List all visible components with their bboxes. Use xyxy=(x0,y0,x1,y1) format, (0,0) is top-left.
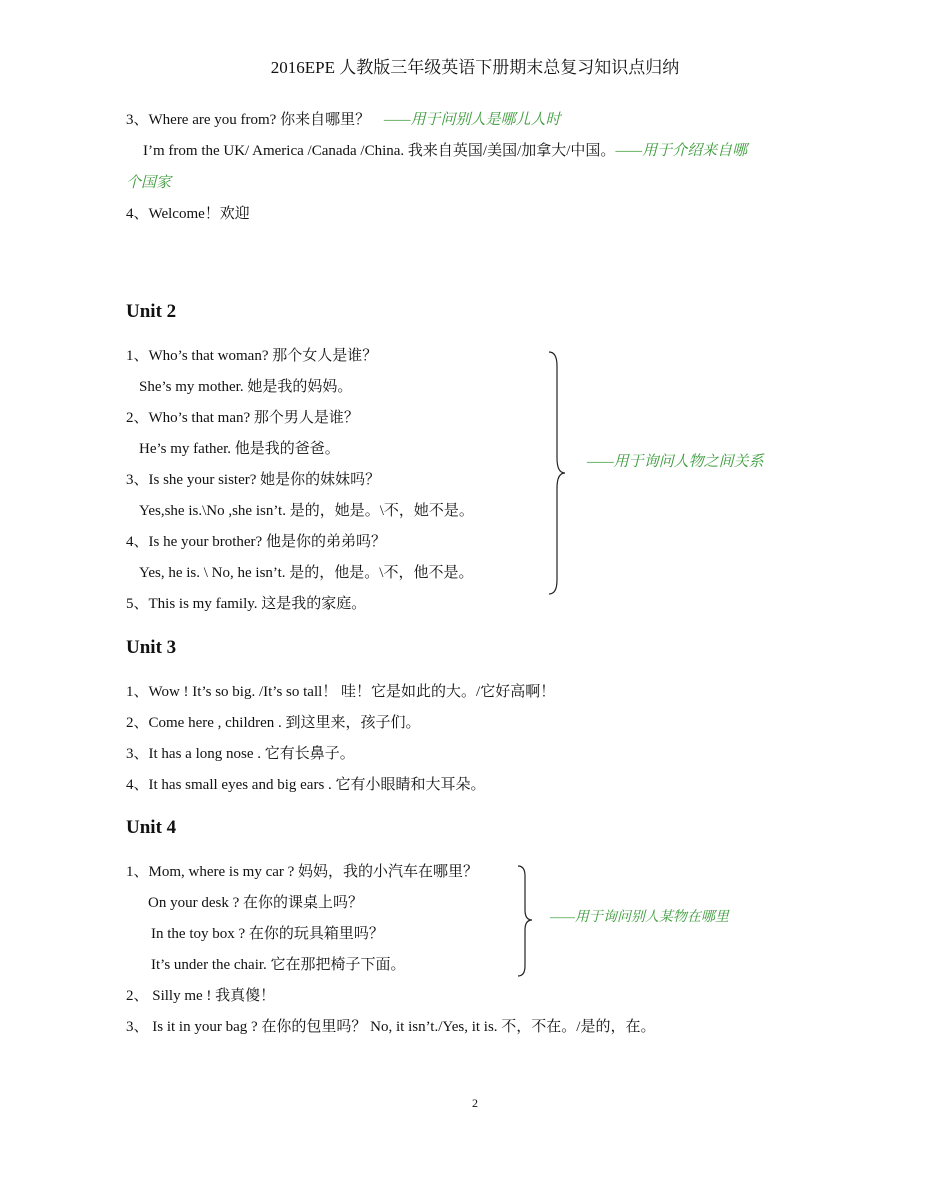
unit2-line: 2、Who’s that man? 那个男人是谁？ xyxy=(126,410,359,426)
unit4-line: It’s under the chair. 它在那把椅子下面。 xyxy=(151,957,406,973)
unit4-heading: Unit 4 xyxy=(126,817,177,838)
unit3-line: 3、It has a long nose . 它有长鼻子。 xyxy=(126,746,355,762)
unit4-line: On your desk ? 在你的课桌上吗？ xyxy=(148,895,363,911)
unit2-line: She’s my mother. 她是我的妈妈。 xyxy=(139,379,353,395)
unit1-item3-question xyxy=(126,110,561,130)
unit2-heading: Unit 2 xyxy=(126,301,177,322)
unit3-heading: Unit 3 xyxy=(126,637,177,658)
unit1-item3-answer-note: ——用于介绍来自哪 xyxy=(615,143,748,159)
unit1-item3-answer-text: I’m from the UK/ America /Canada /China. 我来自英国/美国/加拿大/中国。 xyxy=(143,143,616,159)
unit1-item4: 4、Welcome！欢迎 xyxy=(126,206,250,222)
unit2-line: 5、This is my family. 这是我的家庭。 xyxy=(126,596,367,612)
unit4-note: ——用于询问别人某物在哪里 xyxy=(550,910,729,925)
unit2-line: 4、Is he your brother? 他是你的弟弟吗？ xyxy=(126,534,386,550)
unit2-line: Yes, he is. \ No, he isn’t. 是的，他是。\不，他不是。 xyxy=(139,565,474,581)
unit1-item3-question-text: 3、Where are you from? 你来自哪里？ xyxy=(126,112,371,128)
unit3-line: 1、Wow ! It’s so big. /It’s so tall！ 哇！它是如此的大。/它好高啊！ xyxy=(126,684,556,700)
unit2-line: 1、Who’s that woman? 那个女人是谁？ xyxy=(126,348,378,364)
unit4-line: 1、Mom, where is my car ? 妈妈，我的小汽车在哪里？ xyxy=(126,864,479,880)
unit4-right-brace xyxy=(514,864,538,980)
unit1-item3-question-note: ——用于问别人是哪儿人时 xyxy=(383,112,561,128)
unit1-item3-answer xyxy=(143,141,747,161)
unit4-line: 2、 Silly me ! 我真傻！ xyxy=(126,988,276,1004)
unit3-line: 2、Come here , children . 到这里来，孩子们。 xyxy=(126,715,421,731)
unit2-line: Yes,she is.\No ,she isn’t. 是的，她是。\不，她不是。 xyxy=(139,503,474,519)
unit3-line: 4、It has small eyes and big ears . 它有小眼睛和大耳朵。 xyxy=(126,777,486,793)
unit2-note: ——用于询问人物之间关系 xyxy=(587,454,764,470)
unit2-right-brace xyxy=(545,350,575,600)
unit2-line: He’s my father. 他是我的爸爸。 xyxy=(139,441,340,457)
page-number: 2 xyxy=(472,1096,478,1110)
unit2-line: 3、Is she your sister? 她是你的妹妹吗？ xyxy=(126,472,381,488)
document-title: 2016EPE 人教版三年级英语下册期末总复习知识点归纳 xyxy=(270,58,680,77)
unit4-line: 3、 Is it in your bag ? 在你的包里吗？ No, it isn’t./Yes, it is. 不，不在。/是的，在。 xyxy=(126,1019,656,1035)
unit4-line: In the toy box ? 在你的玩具箱里吗？ xyxy=(151,926,384,942)
unit1-item3-answer-note-continued: 个国家 xyxy=(126,175,172,191)
